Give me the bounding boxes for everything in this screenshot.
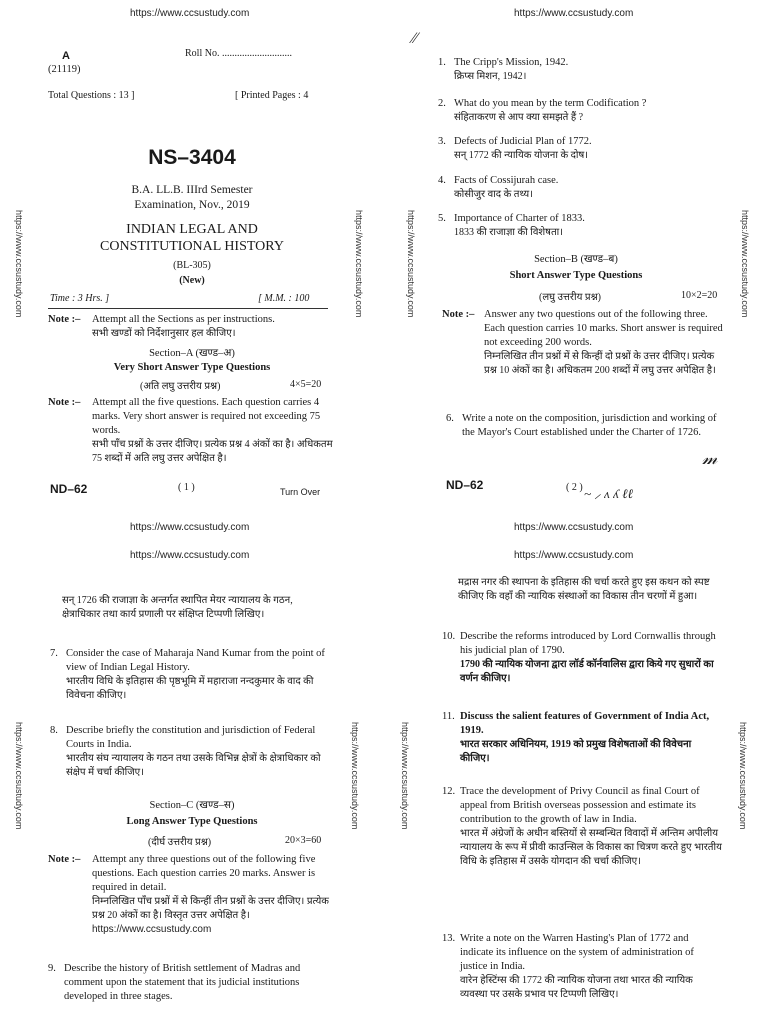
general-note xyxy=(48,313,333,341)
printed-pages: [ Printed Pages : 4 xyxy=(235,90,309,101)
question-hindi: 1790 की न्यायिक योजना द्वारा लॉर्ड कॉर्नवालिस द्वारा किये गए सुधारों का वर्णन कीजिए। xyxy=(460,659,714,684)
question-1 xyxy=(438,56,728,84)
question-english: Write a note on the Warren Hasting's Plan of 1772 and indicate its influence on the system of administration of justice in India. xyxy=(460,933,694,972)
note-english: Attempt all the Sections as per instructions. xyxy=(92,314,275,325)
pen-scribble: 𝓂 xyxy=(702,448,718,468)
side-watermark-url: https://www.ccsustudy.com xyxy=(738,722,748,830)
section-c-marks: 20×3=60 xyxy=(285,835,322,846)
roll-number: Roll No. ............................ xyxy=(185,48,292,59)
section-a-type: Very Short Answer Type Questions xyxy=(113,362,271,373)
section-a-heading: Section–A (खण्ड–अ) xyxy=(149,348,235,359)
divider xyxy=(48,308,328,309)
question-english: Facts of Cossijurah case. xyxy=(454,175,559,186)
question-9-hindi: मद्रास नगर की स्थापना के इतिहास की चर्चा करते हुए इस कथन को स्पष्ट कीजिए कि वहाँ की न्यायिक संस्थाओं का विकास तीन चरणों में हुआ। xyxy=(458,577,710,602)
question-hindi: वारेन हेस्टिंग्स की 1772 की न्यायिक योजना तथा भारत की न्यायिक व्यवस्था पर उसके प्रभाव पर टिप्पणी लिखिए। xyxy=(460,975,693,1000)
section-b-heading: Section–B (खण्ड–ब) xyxy=(534,254,618,265)
question-12 xyxy=(442,785,722,869)
footer-code: ND–62 xyxy=(446,478,484,492)
question-13 xyxy=(442,932,722,1002)
section-a-marks: 4×5=20 xyxy=(290,379,322,390)
side-watermark-url: https://www.ccsustudy.com xyxy=(740,210,750,318)
question-english: Write a note on the composition, jurisdiction and working of the Mayor's Court established under the Charter of 1726. xyxy=(462,413,717,438)
note-label: Note :– xyxy=(48,854,81,865)
section-b-type: Short Answer Type Questions xyxy=(509,270,643,281)
question-11 xyxy=(442,710,722,766)
question-number: 1. xyxy=(438,57,446,68)
question-number: 6. xyxy=(446,413,454,424)
paper-number: (21119) xyxy=(48,64,81,75)
exam-page-4 xyxy=(384,512,768,1024)
question-number: 11. xyxy=(442,711,455,722)
question-hindi: कोसीजुर वाद के तथ्य। xyxy=(454,189,533,200)
question-hindi: संहिताकरण से आप क्या समझते हैं ? xyxy=(454,112,584,123)
pen-tick-mark: ⁄⁄ xyxy=(412,30,418,47)
section-c-type: Long Answer Type Questions xyxy=(126,816,258,827)
section-b-note xyxy=(442,308,728,378)
question-number: 2. xyxy=(438,98,446,109)
question-english: Importance of Charter of 1833. xyxy=(454,213,585,224)
semester: B.A. LL.B. IIIrd Semester xyxy=(131,184,253,196)
question-english: Defects of Judicial Plan of 1772. xyxy=(454,136,592,147)
side-watermark-url: https://www.ccsustudy.com xyxy=(14,722,24,830)
question-english: Consider the case of Maharaja Nand Kumar from the point of view of Indian Legal History. xyxy=(66,648,325,673)
question-10 xyxy=(442,630,722,686)
inline-url[interactable]: https://www.ccsustudy.com xyxy=(92,924,212,935)
header-url[interactable]: https://www.ccsustudy.com xyxy=(514,522,634,533)
question-2 xyxy=(438,97,728,125)
question-hindi: भारतीय संघ न्यायालय के गठन तथा उसके विभिन्न क्षेत्रों के क्षेत्राधिकार को संक्षेप में चर्चा कीजिए। xyxy=(66,753,321,778)
question-5 xyxy=(438,212,728,240)
question-9 xyxy=(48,962,338,1004)
section-c-type-hindi: (दीर्घ उत्तरीय प्रश्न) xyxy=(148,837,212,848)
pen-signature-scribble: ~ ⸝ ʌ ʎ ℓℓ xyxy=(584,486,633,501)
question-number: 10. xyxy=(442,631,456,642)
question-english: What do you mean by the term Codification ? xyxy=(454,98,647,109)
note-hindi: निम्नलिखित पाँच प्रश्नों में से किन्हीं तीन प्रश्नों के उत्तर दीजिए। प्रत्येक प्रश्न 20 अंकों का है। विस्तृत उत्तर अपेक्षित है। xyxy=(92,896,329,921)
header-url-repeat[interactable]: https://www.ccsustudy.com xyxy=(514,550,634,561)
total-questions: Total Questions : 13 ] xyxy=(48,90,135,101)
note-english: Attempt any three questions out of the following five questions. Each question carries 20 marks. Answer is required in detail. xyxy=(92,854,316,893)
question-number: 3. xyxy=(438,136,446,147)
note-hindi: सभी पाँच प्रश्नों के उत्तर दीजिए। प्रत्येक प्रश्न 4 अंकों का है। अधिकतम 75 शब्दों में अति लघु उत्तर अपेक्षित है। xyxy=(92,439,333,464)
note-label: Note :– xyxy=(48,314,81,325)
question-6 xyxy=(446,412,728,440)
note-hindi: निम्नलिखित तीन प्रश्नों में से किन्हीं दो प्रश्नों के उत्तर दीजिए। प्रत्येक प्रश्न 10 अंकों का है। अधिकतम 200 शब्दों में लघु उत्तर अपेक्षित है। xyxy=(484,351,716,376)
question-hindi: क्रिप्स मिशन, 1942। xyxy=(454,71,527,82)
header-url[interactable]: https://www.ccsustudy.com xyxy=(514,8,634,19)
question-hindi: भारत सरकार अधिनियम, 1919 को प्रमुख विशेषताओं की विवेचना कीजिए। xyxy=(460,739,692,764)
note-label: Note :– xyxy=(442,309,475,320)
scheme-new: (New) xyxy=(179,275,205,286)
side-watermark-url: https://www.ccsustudy.com xyxy=(14,210,24,318)
question-6-hindi: सन् 1726 की राजाज्ञा के अन्तर्गत स्थापित मेयर न्यायालय के गठन, क्षेत्राधिकार तथा कार्य प्रणाली पर संक्षिप्त टिप्पणी लिखिए। xyxy=(62,595,293,620)
section-c-note xyxy=(48,853,338,937)
question-hindi: भारतीय विधि के इतिहास की पृष्ठभूमि में महाराजा नन्दकुमार के वाद की विवेचना कीजिए। xyxy=(66,676,314,701)
note-english: Attempt all the five questions. Each question carries 4 marks. Very short answer is required not exceeding 75 words. xyxy=(92,397,321,436)
max-marks: [ M.M. : 100 xyxy=(258,293,310,304)
question-hindi: सन् 1772 की न्यायिक योजना के दोष। xyxy=(454,150,589,161)
question-7 xyxy=(50,647,325,703)
question-english: Trace the development of Privy Council as final Court of appeal from British overseas possession and estimate its contribution to the growth of law in India. xyxy=(460,786,700,825)
exam-page-3 xyxy=(0,512,384,1024)
course-code: (BL-305) xyxy=(173,260,211,271)
section-a-note xyxy=(48,396,333,466)
note-english: Answer any two questions out of the following three. Each question carries 10 marks. Short answer is required not exceeding 200 words. xyxy=(484,309,723,348)
question-number: 13. xyxy=(442,933,456,944)
question-english: Describe the reforms introduced by Lord Cornwallis through his judicial plan of 1790. xyxy=(460,631,716,656)
question-english: Describe the history of British settlement of Madras and comment upon the statement that its judicial institutions developed in three stages. xyxy=(64,963,301,1002)
section-a-type-hindi: (अति लघु उत्तरीय प्रश्न) xyxy=(140,381,221,392)
page-number: ( 1 ) xyxy=(178,482,195,493)
question-english: Discuss the salient features of Government of India Act, 1919. xyxy=(460,711,710,736)
question-hindi: 1833 की राजाज्ञा की विशेषता। xyxy=(454,227,564,238)
note-label: Note :– xyxy=(48,397,81,408)
examination: Examination, Nov., 2019 xyxy=(134,199,250,211)
time-limit: Time : 3 Hrs. ] xyxy=(50,293,110,304)
turn-over: Turn Over xyxy=(280,487,321,497)
header-url-repeat[interactable]: https://www.ccsustudy.com xyxy=(130,550,250,561)
note-hindi: सभी खण्डों को निर्देशानुसार हल कीजिए। xyxy=(92,328,236,339)
section-b-marks: 10×2=20 xyxy=(681,290,718,301)
subject-title-line2: CONSTITUTIONAL HISTORY xyxy=(100,239,284,254)
question-3 xyxy=(438,135,728,163)
exam-page-2 xyxy=(384,0,768,512)
side-watermark-url: https://www.ccsustudy.com xyxy=(406,210,416,318)
question-number: 4. xyxy=(438,175,446,186)
question-number: 9. xyxy=(48,963,56,974)
footer-code: ND–62 xyxy=(50,482,88,496)
question-english: Describe briefly the constitution and jurisdiction of Federal Courts in India. xyxy=(66,725,316,750)
question-hindi: भारत में अंग्रेजों के अधीन बस्तियों से सम्बन्धित विवादों में अन्तिम अपीलीय न्यायालय के रूप में प्रीवी काउन्सिल के विकास का चित्रण करते हुए भारतीय विधि के इतिहास में उसके योगदान की चर्चा कीजिए। xyxy=(460,828,722,867)
exam-page-1 xyxy=(0,0,384,512)
header-url[interactable]: https://www.ccsustudy.com xyxy=(130,8,250,19)
question-8 xyxy=(50,724,325,780)
question-number: 8. xyxy=(50,725,58,736)
question-english: The Cripp's Mission, 1942. xyxy=(454,57,569,68)
question-number: 5. xyxy=(438,213,446,224)
set-label: A xyxy=(62,50,70,62)
section-b-type-hindi: (लघु उत्तरीय प्रश्न) xyxy=(539,292,601,303)
subject-title-line1: INDIAN LEGAL AND xyxy=(126,222,258,237)
page-number: ( 2 ) xyxy=(566,482,583,493)
question-4 xyxy=(438,174,728,202)
question-number: 12. xyxy=(442,786,456,797)
paper-code-title: NS–3404 xyxy=(148,146,236,169)
side-watermark-url: https://www.ccsustudy.com xyxy=(400,722,410,830)
header-url[interactable]: https://www.ccsustudy.com xyxy=(130,522,250,533)
question-number: 7. xyxy=(50,648,58,659)
side-watermark-url: https://www.ccsustudy.com xyxy=(350,722,360,830)
section-c-heading: Section–C (खण्ड–स) xyxy=(149,800,235,811)
side-watermark-url: https://www.ccsustudy.com xyxy=(354,210,364,318)
